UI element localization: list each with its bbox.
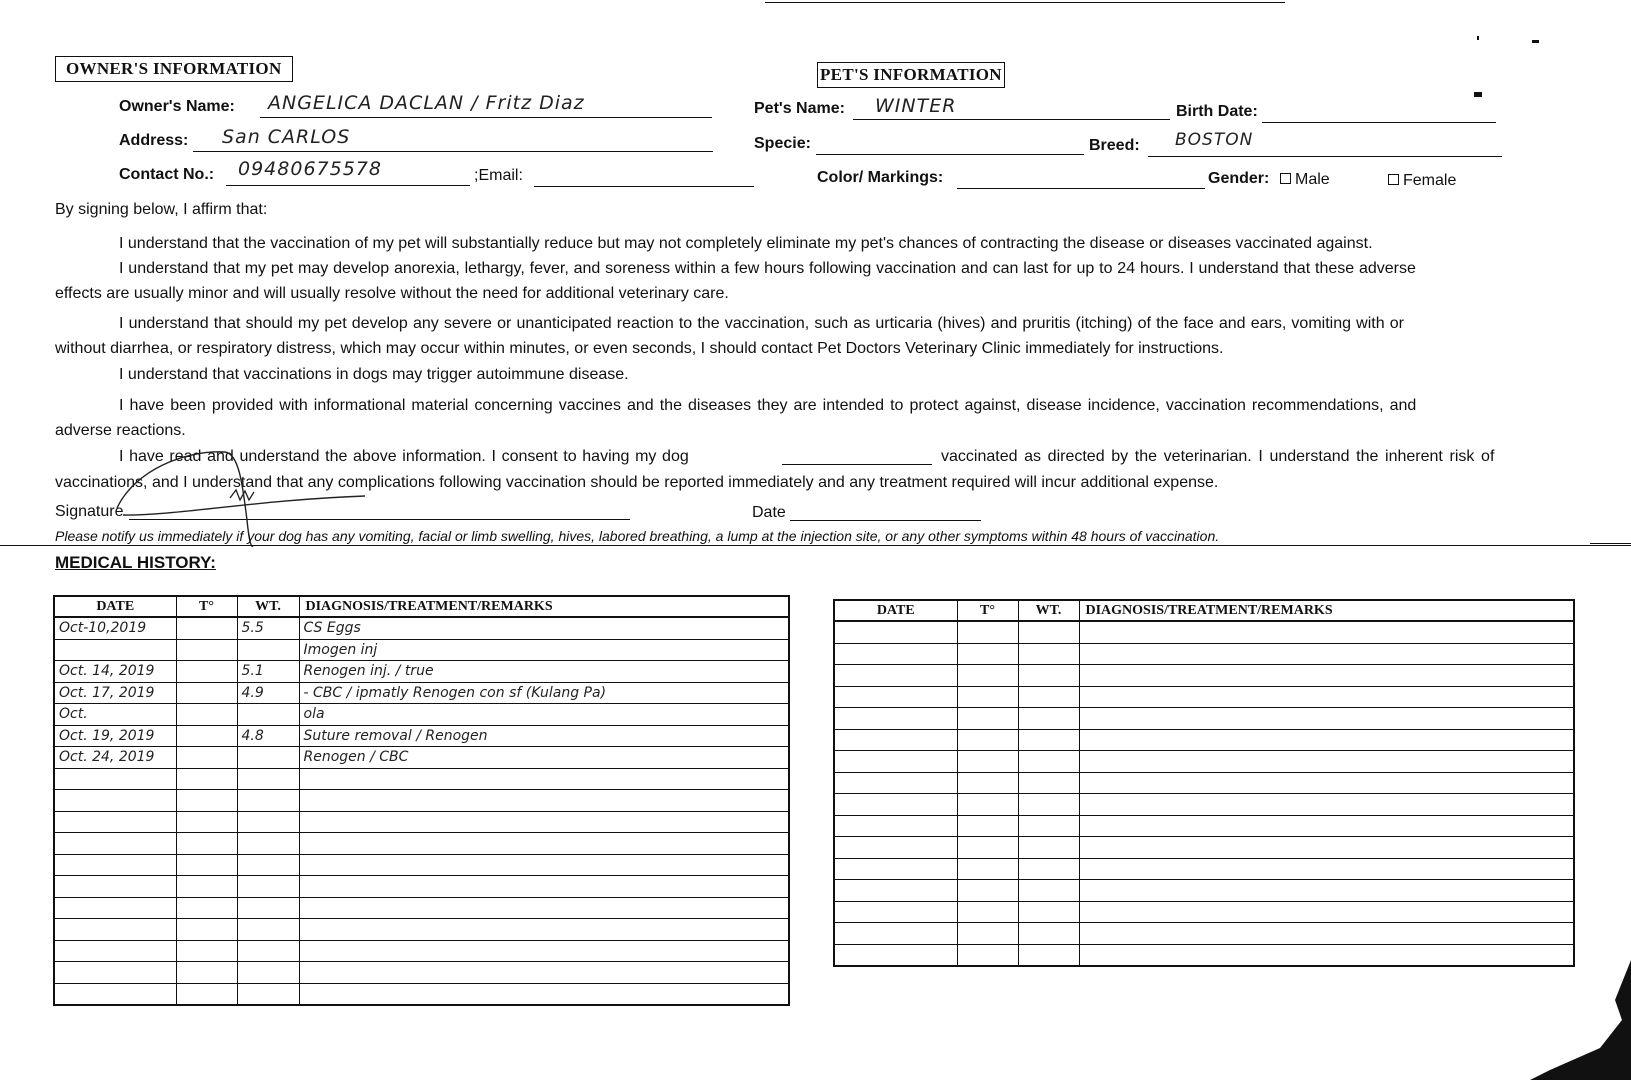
remarks-cell[interactable] [299,833,789,855]
table-row [54,854,789,876]
remarks-cell[interactable] [299,919,789,941]
date-cell[interactable] [54,811,176,833]
weight-cell[interactable]: 4.9 [237,682,299,704]
pet-name-value: WINTER [875,95,957,117]
date-cell[interactable] [54,833,176,855]
temp-cell[interactable] [176,940,237,962]
table-row [834,858,1574,880]
table-row [54,747,789,769]
temp-cell[interactable] [176,725,237,747]
gender-label: Gender: [1208,170,1270,187]
temp-cell[interactable] [176,962,237,984]
date-cell[interactable]: Oct. 19, 2019 [54,725,176,747]
date-cell[interactable] [834,708,957,730]
remarks-cell[interactable] [1079,901,1574,923]
birth-date-line[interactable] [1262,122,1496,123]
contact-line[interactable] [226,185,470,186]
signature-label: Signature [55,503,124,520]
weight-cell[interactable] [1018,815,1079,837]
date-cell[interactable]: Oct. 14, 2019 [54,661,176,683]
scan-edge-line [1590,543,1631,544]
pet-info-title: PET'S INFORMATION [817,62,1005,88]
date-cell[interactable] [834,772,957,794]
table-row [54,833,789,855]
scan-edge-line [765,2,1285,3]
date-cell[interactable]: Oct. 24, 2019 [54,747,176,769]
date-cell[interactable] [834,751,957,773]
remarks-cell[interactable] [299,897,789,919]
table-row [54,725,789,747]
temp-cell[interactable] [957,858,1018,880]
temp-cell[interactable] [957,751,1018,773]
temp-cell[interactable] [957,686,1018,708]
table-row [54,940,789,962]
temp-cell[interactable] [176,704,237,726]
table-row [834,880,1574,902]
header-row [834,600,1574,621]
date-cell[interactable]: Oct. 17, 2019 [54,682,176,704]
date-cell[interactable] [54,962,176,984]
temp-cell[interactable] [176,897,237,919]
weight-cell[interactable] [237,639,299,661]
date-cell[interactable] [834,901,957,923]
table-row [54,876,789,898]
remarks-cell[interactable] [299,983,789,1005]
color-markings-label: Color/ Markings: [817,169,944,186]
weight-cell[interactable] [1018,923,1079,945]
date-line[interactable] [790,520,981,521]
remarks-cell[interactable] [1079,858,1574,880]
table-row [834,901,1574,923]
weight-cell[interactable]: 5.5 [237,617,299,639]
weight-cell[interactable] [237,897,299,919]
col-date-header: DATE [834,600,957,621]
table-row [834,686,1574,708]
table-row [54,661,789,683]
table-row [54,768,789,790]
email-line[interactable] [534,186,754,187]
owner-info-title: OWNER'S INFORMATION [55,56,293,82]
remarks-cell[interactable] [1079,729,1574,751]
breed-value: BOSTON [1175,130,1254,150]
affirm-p6a-post: vaccinated as directed by the veterinarian. I understand the inherent risk of [941,448,1495,465]
notice-text: Please notify us immediately if your dog has any vomiting, facial or limb swelling, hives, labored breathing, a lump at the injection site, or any other symptoms within 48 hours of vaccination. [55,528,1220,544]
remarks-cell[interactable] [299,876,789,898]
weight-cell[interactable] [1018,794,1079,816]
remarks-cell[interactable] [299,790,789,812]
date-cell[interactable] [834,621,957,643]
affirm-p5a: I have been provided with informational material concerning vaccines and the diseases they are intended to protect against, disease incidence, vaccination recommendations, and [119,397,1417,414]
date-cell[interactable] [54,768,176,790]
temp-cell[interactable] [957,923,1018,945]
table-row [54,704,789,726]
weight-cell[interactable] [1018,772,1079,794]
affirm-p3a: I understand that should my pet develop any severe or unanticipated reaction to the vaccination, such as urticaria (hives) and pruritis (itching) of the face and ears, vomiting with or [119,315,1404,332]
temp-cell[interactable] [957,729,1018,751]
weight-cell[interactable]: 5.1 [237,661,299,683]
date-cell[interactable] [834,815,957,837]
affirm-p2b: effects are usually minor and will usually resolve without the need for additional veterinary care. [55,285,729,302]
weight-cell[interactable] [237,747,299,769]
temp-cell[interactable] [957,815,1018,837]
address-line[interactable] [193,151,713,152]
remarks-cell[interactable] [1079,643,1574,665]
temp-cell[interactable] [957,772,1018,794]
affirm-intro: By signing below, I affirm that: [55,201,268,218]
pet-name-label: Pet's Name: [754,100,845,117]
male-checkbox[interactable] [1280,173,1291,184]
affirm-p2a: I understand that my pet may develop anorexia, lethargy, fever, and soreness within a few hours following vaccination and can last for up to 24 hours. I understand that these adverse [119,260,1416,277]
pet-name-line[interactable] [853,119,1170,120]
date-label: Date [752,504,786,521]
weight-cell[interactable] [237,876,299,898]
weight-cell[interactable] [237,940,299,962]
date-cell[interactable] [54,897,176,919]
owner-name-line[interactable] [260,117,712,118]
date-cell[interactable] [54,919,176,941]
specie-line[interactable] [816,154,1084,155]
temp-cell[interactable] [957,944,1018,966]
date-cell[interactable] [834,923,957,945]
temp-cell[interactable] [176,682,237,704]
breed-label: Breed: [1089,137,1140,154]
remarks-cell[interactable] [1079,751,1574,773]
table-row [834,923,1574,945]
scan-speck [1474,92,1482,97]
table-row [834,708,1574,730]
weight-cell[interactable] [1018,708,1079,730]
scan-speck [1477,36,1479,40]
temp-cell[interactable] [176,919,237,941]
remarks-cell[interactable] [1079,880,1574,902]
temp-cell[interactable] [176,790,237,812]
medical-history-table-right [833,599,1575,967]
weight-cell[interactable] [1018,858,1079,880]
remarks-cell[interactable] [1079,944,1574,966]
remarks-cell[interactable] [1079,815,1574,837]
medical-history-table-left [53,595,790,1006]
table-row [54,617,789,639]
weight-cell[interactable] [237,983,299,1005]
weight-cell[interactable] [237,919,299,941]
temp-cell[interactable] [957,794,1018,816]
temp-cell[interactable] [957,837,1018,859]
weight-cell[interactable] [1018,901,1079,923]
weight-cell[interactable] [237,790,299,812]
remarks-cell[interactable]: Imogen inj [299,639,789,661]
table-row [834,643,1574,665]
weight-cell[interactable] [1018,665,1079,687]
weight-cell[interactable] [237,704,299,726]
address-value: San CARLOS [222,126,351,148]
weight-cell[interactable] [237,768,299,790]
specie-label: Specie: [754,135,811,152]
affirm-p6b: vaccinations, and I understand that any complications following vaccination should be reported immediately and any treatment required will incur additional expense. [55,474,1219,491]
temp-cell[interactable] [176,747,237,769]
owner-name-label: Owner's Name: [119,98,235,115]
col-weight-header: WT. [1018,600,1079,621]
date-cell[interactable] [834,858,957,880]
scan-corner-shadow [1530,960,1631,1080]
date-cell[interactable] [54,876,176,898]
date-cell[interactable]: Oct-10,2019 [54,617,176,639]
col-temp-header: T° [176,596,237,617]
affirm-p3b: without diarrhea, or respiratory distress, which may occur within minutes, or even seconds, I should contact Pet Doctors Veterinary Clinic immediately for instructions. [55,340,1224,357]
weight-cell[interactable] [1018,944,1079,966]
weight-cell[interactable] [237,962,299,984]
weight-cell[interactable] [1018,621,1079,643]
date-cell[interactable]: Oct. [54,704,176,726]
remarks-cell[interactable]: Renogen / CBC [299,747,789,769]
temp-cell[interactable] [957,708,1018,730]
color-markings-line[interactable] [957,188,1205,189]
remarks-cell[interactable]: Suture removal / Renogen [299,725,789,747]
temp-cell[interactable] [176,768,237,790]
remarks-cell[interactable] [299,962,789,984]
male-label: Male [1295,171,1330,188]
weight-cell[interactable]: 4.8 [237,725,299,747]
dog-name-line[interactable] [782,464,932,465]
date-cell[interactable] [54,940,176,962]
temp-cell[interactable] [957,880,1018,902]
affirm-p5b: adverse reactions. [55,422,186,439]
table-row [834,944,1574,966]
date-cell[interactable] [834,837,957,859]
affirm-p6a-pre: I have read and understand the above information. I consent to having my dog [119,448,689,465]
contact-label: Contact No.: [119,166,215,183]
table-row [834,665,1574,687]
table-row [834,729,1574,751]
date-cell[interactable] [834,686,957,708]
birth-date-label: Birth Date: [1176,103,1258,120]
gender-female-option[interactable] [1388,172,1456,190]
temp-cell[interactable] [176,854,237,876]
table-row [54,811,789,833]
weight-cell[interactable] [1018,751,1079,773]
temp-cell[interactable] [176,983,237,1005]
date-cell[interactable] [54,790,176,812]
temp-cell[interactable] [176,876,237,898]
temp-cell[interactable] [957,901,1018,923]
table-row [834,772,1574,794]
table-row [54,962,789,984]
affirm-p1: I understand that the vaccination of my pet will substantially reduce but may not completely eliminate my pet's chances of contracting the disease or diseases vaccinated against. [119,235,1373,252]
date-cell[interactable] [834,880,957,902]
remarks-cell[interactable] [1079,686,1574,708]
remarks-cell[interactable] [299,940,789,962]
col-remarks-header: DIAGNOSIS/TREATMENT/REMARKS [1079,600,1574,621]
temp-cell[interactable] [957,621,1018,643]
remarks-cell[interactable] [299,854,789,876]
remarks-cell[interactable] [1079,665,1574,687]
date-cell[interactable] [834,643,957,665]
table-row [834,794,1574,816]
date-cell[interactable] [54,854,176,876]
female-checkbox[interactable] [1388,174,1399,185]
table-row [834,751,1574,773]
remarks-cell[interactable] [1079,621,1574,643]
col-weight-header: WT. [237,596,299,617]
remarks-cell[interactable] [1079,794,1574,816]
scan-speck [1532,40,1539,43]
weight-cell[interactable] [1018,880,1079,902]
table-row [834,621,1574,643]
temp-cell[interactable] [957,665,1018,687]
temp-cell[interactable] [176,833,237,855]
email-label: ;Email: [474,167,523,184]
weight-cell[interactable] [1018,837,1079,859]
address-label: Address: [119,132,189,149]
gender-male-option[interactable] [1280,171,1330,189]
col-remarks-header: DIAGNOSIS/TREATMENT/REMARKS [299,596,789,617]
temp-cell[interactable] [176,639,237,661]
remarks-cell[interactable]: ola [299,704,789,726]
date-cell[interactable] [834,944,957,966]
table-row [54,897,789,919]
remarks-cell[interactable]: - CBC / ipmatly Renogen con sf (Kulang Pa) [299,682,789,704]
remarks-cell[interactable] [1079,923,1574,945]
table-row [54,790,789,812]
temp-cell[interactable] [957,643,1018,665]
contact-value: 09480675578 [238,158,382,180]
date-cell[interactable] [54,639,176,661]
female-label: Female [1403,172,1457,189]
weight-cell[interactable] [237,811,299,833]
table-row [54,639,789,661]
weight-cell[interactable] [237,854,299,876]
table-row [54,682,789,704]
table-row [834,815,1574,837]
remarks-cell[interactable] [1079,772,1574,794]
remarks-cell[interactable] [299,768,789,790]
date-cell[interactable] [834,665,957,687]
remarks-cell[interactable] [1079,837,1574,859]
date-cell[interactable] [54,983,176,1005]
remarks-cell[interactable]: Renogen inj. / true [299,661,789,683]
owner-name-value: ANGELICA DACLAN / Fritz Diaz [268,92,585,114]
col-temp-header: T° [957,600,1018,621]
weight-cell[interactable] [1018,729,1079,751]
table-row [54,919,789,941]
remarks-cell[interactable] [1079,708,1574,730]
weight-cell[interactable] [237,833,299,855]
breed-line[interactable] [1148,156,1502,157]
temp-cell[interactable] [176,661,237,683]
date-cell[interactable] [834,794,957,816]
temp-cell[interactable] [176,617,237,639]
header-row [54,596,789,617]
remarks-cell[interactable]: CS Eggs [299,617,789,639]
medical-history-title: MEDICAL HISTORY: [55,553,216,572]
col-date-header: DATE [54,596,176,617]
notice-divider [0,545,1631,546]
weight-cell[interactable] [1018,643,1079,665]
table-row [54,983,789,1005]
weight-cell[interactable] [1018,686,1079,708]
table-row [834,837,1574,859]
date-cell[interactable] [834,729,957,751]
affirm-p4: I understand that vaccinations in dogs may trigger autoimmune disease. [119,366,629,383]
remarks-cell[interactable] [299,811,789,833]
temp-cell[interactable] [176,811,237,833]
